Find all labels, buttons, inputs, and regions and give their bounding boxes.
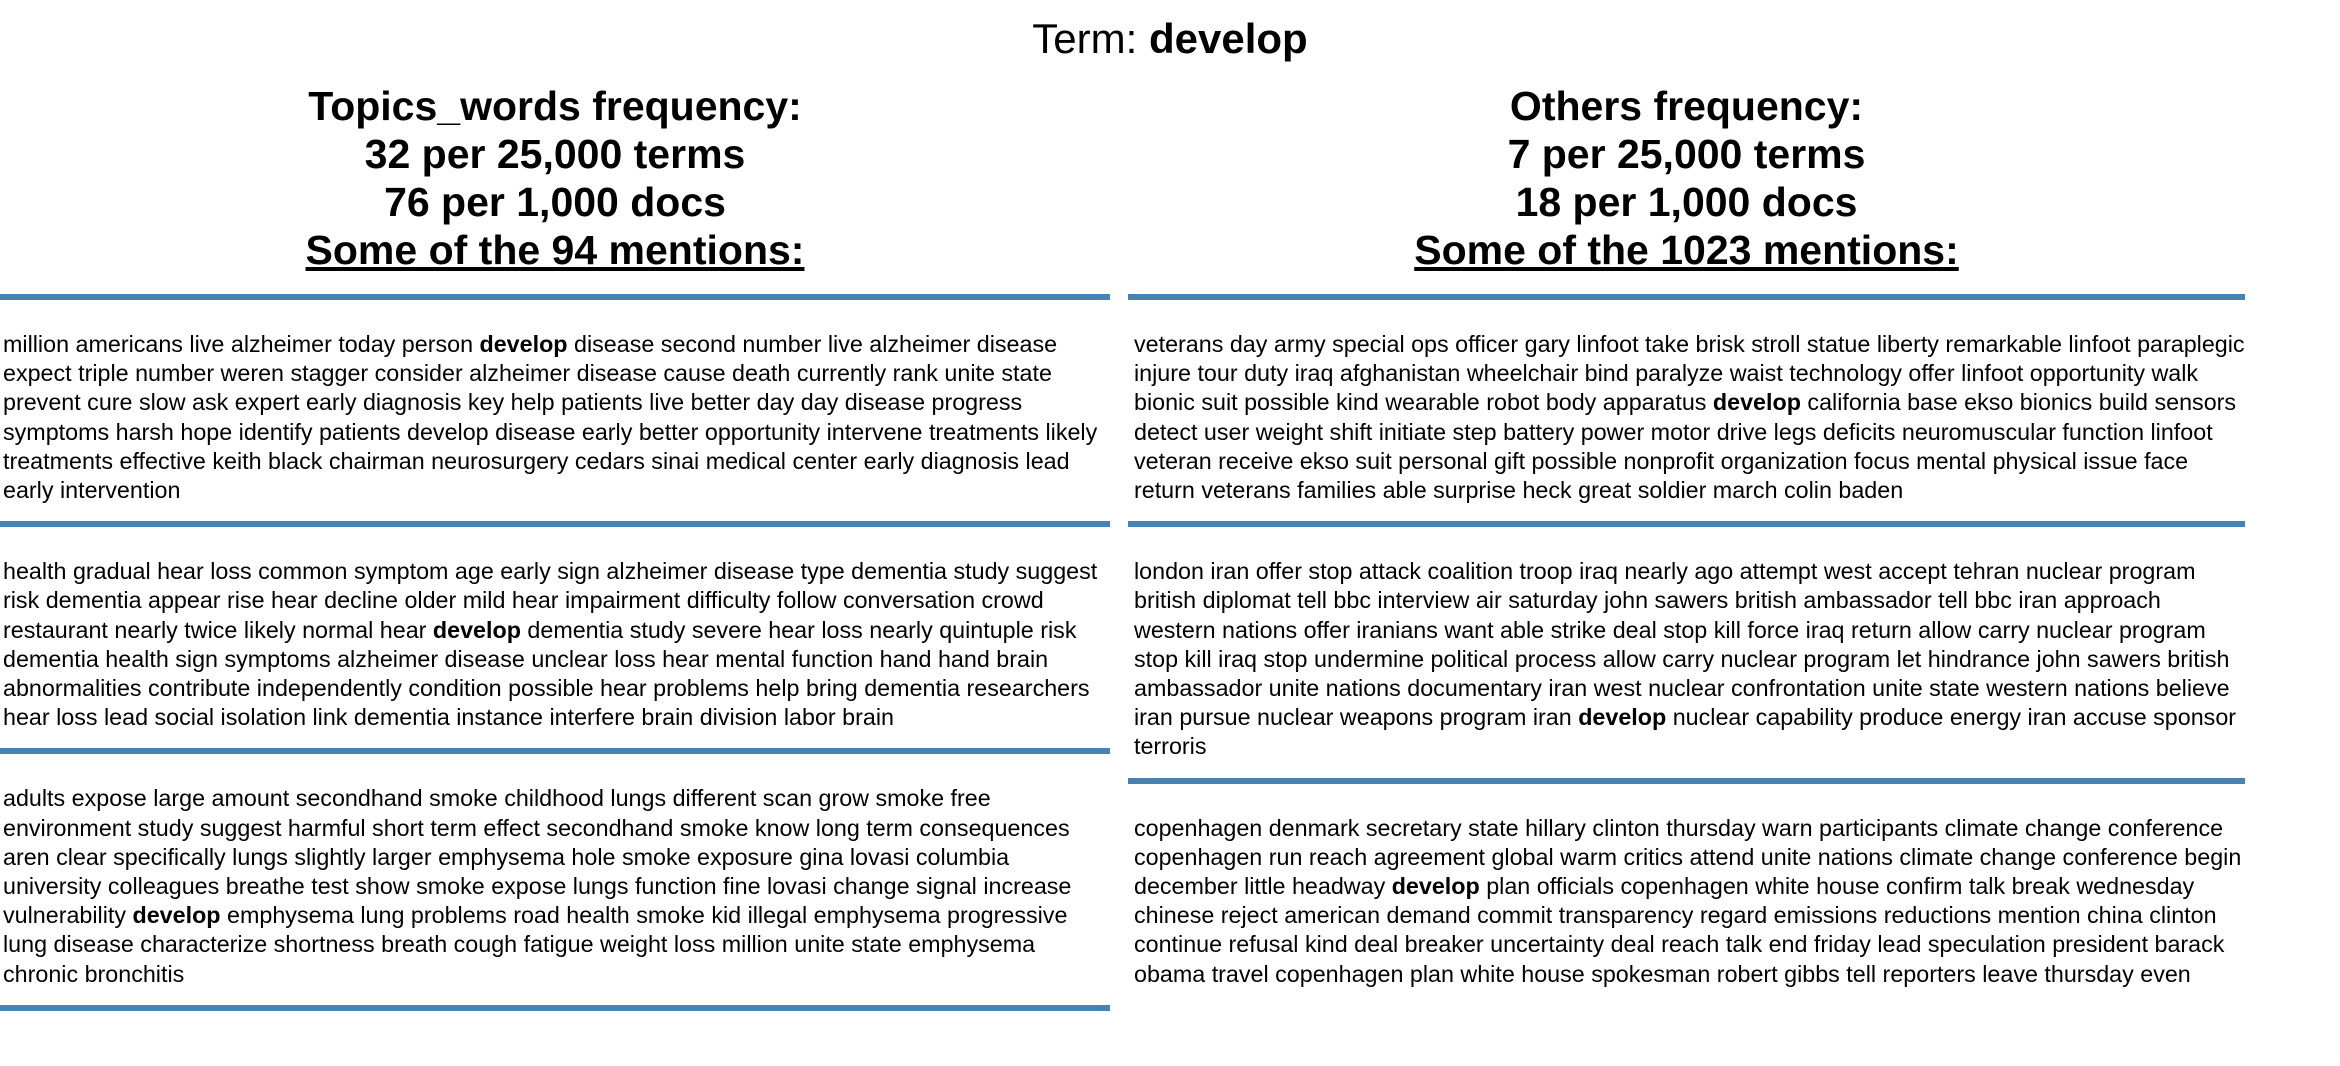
- snippet-text-after: nuclear capability produce energy iran accuse sponsor terroris: [1134, 704, 2237, 760]
- snippet-text-after: disease second number live alzheimer disease expect triple number weren stagger consider alzheimer disease cause death currently rank unite state prevent cure slow ask expert early diagnosis key help patients live better day day disease progress symptoms harsh hope identify patients develop disease early better opportunity intervene treatments likely treatments effective keith black chairman neurosurgery cedars sinai medical center early diagnosis lead early intervention: [3, 331, 1098, 504]
- topics-frequency-heading: Topics_words frequency:: [308, 83, 802, 129]
- others-frequency-heading: Others frequency:: [1509, 83, 1864, 129]
- mention-snippet: [0, 300, 1110, 521]
- others-mentions-label: Some of the 1023 mentions:: [1414, 227, 1959, 273]
- term-highlight: develop: [432, 616, 521, 643]
- others-column: [1128, 82, 2245, 1005]
- topics-words-column: [0, 82, 1110, 1011]
- snippet-text-before: health gradual hear loss common symptom age early sign alzheimer disease type dementia study suggest risk dementia appear rise hear decline older mild hear impairment difficulty follow conversation crowd restaurant nearly twice likely normal hear: [3, 558, 1098, 643]
- snippet-text-after: dementia study severe hear loss nearly quintuple risk dementia health sign symptoms alzheimer disease unclear loss hear mental function hand hand brain abnormalities contribute independently condition possible hear problems help bring dementia researchers hear loss lead social isolation link dementia instance interfere brain division labor brain: [3, 616, 1090, 731]
- topics-frequency-header: [0, 82, 1110, 274]
- others-frequency-header: [1128, 82, 2245, 274]
- divider: [0, 1005, 1110, 1011]
- term-highlight: develop: [1391, 873, 1480, 900]
- snippet-text-before: veterans day army special ops officer gary linfoot take brisk stroll statue liberty remarkable linfoot paraplegic injure tour duty iraq afghanistan wheelchair bind paralyze waist technology offer linfoot opportunity walk bionic suit possible kind wearable robot body apparatus: [1134, 331, 2245, 416]
- topics-mentions-label: Some of the 94 mentions:: [305, 227, 805, 273]
- mention-snippet: [1128, 300, 2245, 521]
- mention-snippet: [0, 527, 1110, 748]
- term-word: develop: [1148, 15, 1308, 62]
- term-highlight: develop: [1578, 704, 1667, 731]
- snippet-text-before: million americans live alzheimer today person: [3, 331, 480, 357]
- snippet-text-before: adults expose large amount secondhand smoke childhood lungs different scan grow smoke free environment study suggest harmful short term effect secondhand smoke know long term consequences aren clear specifically lungs slightly larger emphysema hole smoke exposure gina lovasi columbia university colleagues breathe test show smoke expose lungs function fine lovasi change signal increase vulnerability: [3, 785, 1072, 929]
- others-per-terms: 7 per 25,000 terms: [1507, 131, 1866, 177]
- mention-snippet: [1128, 527, 2245, 777]
- mention-snippet: [1128, 784, 2245, 1005]
- snippet-text-after: plan officials copenhagen white house confirm talk break wednesday chinese reject american demand commit transparency regard emissions reductions mention china clinton continue refusal kind deal breaker uncertainty deal reach talk end friday lead speculation president barack obama travel copenhagen plan white house spokesman robert gibbs tell reporters leave thursday even: [1134, 873, 2225, 987]
- topics-per-terms: 32 per 25,000 terms: [364, 131, 746, 177]
- snippet-text-after: emphysema lung problems road health smoke kid illegal emphysema progressive lung disease characterize shortness breath cough fatigue weight loss million unite state emphysema chronic bronchitis: [3, 902, 1068, 987]
- snippet-text-before: london iran offer stop attack coalition troop iraq nearly ago attempt west accept tehran nuclear program british diplomat tell bbc interview air saturday john sawers british ambassador tell bbc iran approach western nations offer iranians want able strike deal stop kill force iraq return allow carry nuclear program stop kill iraq stop undermine political process allow carry nuclear program let hindrance john sawers british ambassador unite nations documentary iran west nuclear confrontation unite state western nations believe iran pursue nuclear weapons program iran: [1134, 558, 2230, 731]
- topics-per-docs: 76 per 1,000 docs: [384, 179, 726, 225]
- snippet-text-after: california base ekso bionics build sensors detect user weight shift initiate step battery power motor drive legs deficits neuromuscular function linfoot veteran receive ekso suit personal gift possible nonprofit organization focus mental physical issue face return veterans families able surprise heck great soldier march colin baden: [1134, 389, 2237, 504]
- term-title: [0, 12, 2340, 66]
- term-highlight: develop: [479, 331, 568, 357]
- term-prefix: Term:: [1032, 15, 1149, 62]
- mention-snippet: [0, 754, 1110, 1004]
- others-per-docs: 18 per 1,000 docs: [1515, 179, 1858, 225]
- snippet-text-before: copenhagen denmark secretary state hillary clinton thursday warn participants climate change conference copenhagen run reach agreement global warm critics attend unite nations climate change conference begin december little headway: [1134, 814, 2242, 900]
- term-highlight: develop: [1712, 389, 1801, 416]
- term-highlight: develop: [132, 902, 221, 929]
